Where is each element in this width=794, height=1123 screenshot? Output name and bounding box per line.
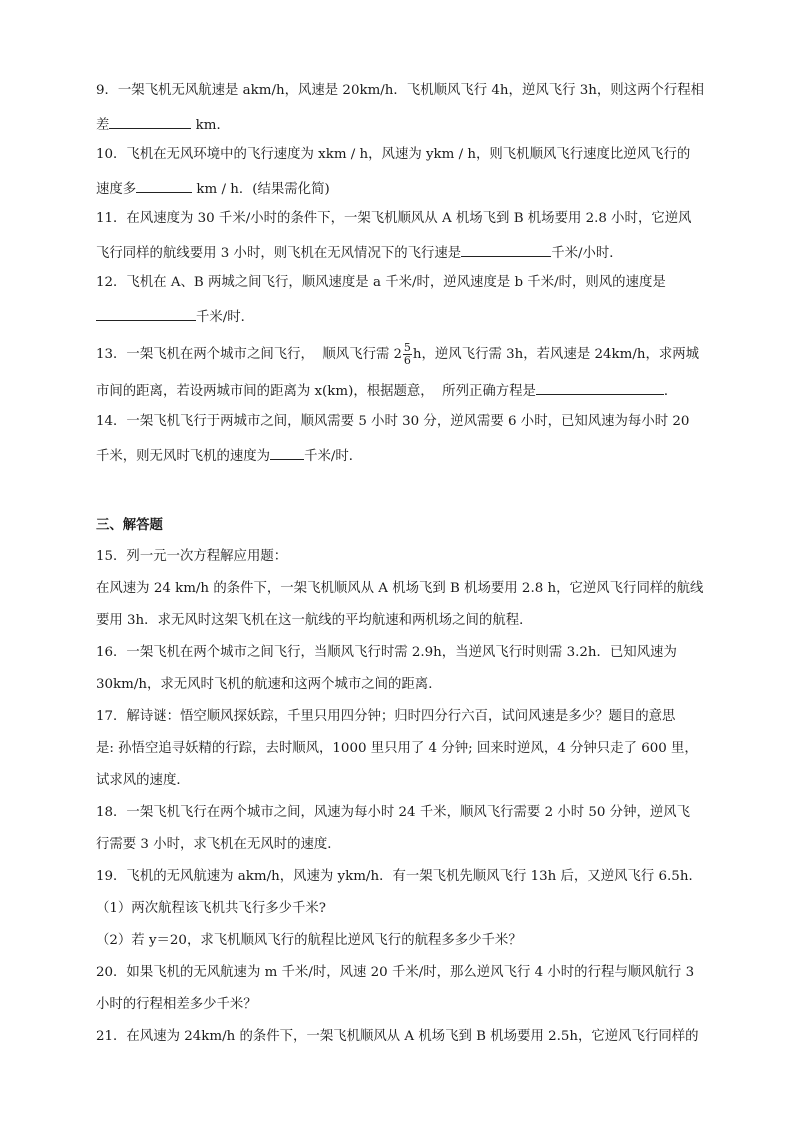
q17-line2: 是: 孙悟空追寻妖精的行踪，去时顺风，1000 里只用了 4 分钟; 回来时逆风，4 分钟只走了 600 里， xyxy=(96,741,698,756)
q10-text-b: km / h．(结果需化简) xyxy=(192,182,330,197)
q11-text-a: 飞行同样的航线要用 3 小时，则飞机在无风情况下的飞行速是 xyxy=(96,246,462,261)
q21-line1: 21．在风速为 24km/h 的条件下，一架飞机顺风从 A 机场飞到 B 机场要用 2.5h，它逆风飞行同样的 xyxy=(96,1029,699,1044)
q11-answer-blank[interactable] xyxy=(461,242,551,257)
q14-text-a: 千米，则无风时飞机的速度为 xyxy=(96,449,271,464)
q13-fraction-denominator: 6 xyxy=(403,354,411,367)
q17-line3: 试求风的速度． xyxy=(96,773,190,788)
q15-line2: 在风速为 24 km/h 的条件下，一架飞机顺风从 A 机场飞到 B 机场要用 2.8 h，它逆风飞行同样的航线 xyxy=(96,581,704,596)
q12-text-b: 千米/时． xyxy=(196,310,255,325)
q18-line2: 行需要 3 小时，求飞机在无风时的速度． xyxy=(96,837,341,852)
q14-line1: 14．一架飞机飞行于两城市之间，顺风需要 5 小时 30 分，逆风需要 6 小时，已知风速为每小时 20 xyxy=(96,414,690,429)
q20-line2: 小时的行程相差多少千米？ xyxy=(96,997,257,1012)
q13-answer-blank[interactable] xyxy=(536,380,664,395)
q13-line1 xyxy=(96,342,699,367)
q9-line1: 9．一架飞机无风航速是 akm/h，风速是 20km/h．飞机顺风飞行 4h，逆风飞行 3h，则这两个行程相 xyxy=(96,83,705,98)
q9-text-a: 差 xyxy=(96,118,110,133)
q16-line2: 30km/h，求无风时飞机的航速和这两个城市之间的距离． xyxy=(96,677,442,692)
q13-fraction-whole: 2 xyxy=(393,347,402,362)
q10-answer-blank[interactable] xyxy=(136,178,192,193)
q12-line1: 12．飞机在 A、B 两城之间飞行，顺风速度是 a 千米/时，逆风速度是 b 千米/时，则风的速度是 xyxy=(96,275,666,290)
q12-line2 xyxy=(96,306,254,327)
q10-line1: 10．飞机在无风环境中的飞行速度为 xkm / h，风速为 ykm / h，则飞机顺风飞行速度比逆风飞行的 xyxy=(96,147,691,162)
q20-line1: 20．如果飞机的无风航速为 m 千米/时，风速 20 千米/时，那么逆风飞行 4 小时的行程与顺风航行 3 xyxy=(96,965,695,980)
q13-text-a: 13．一架飞机在两个城市之间飞行， 顺风飞行需 xyxy=(96,347,394,362)
q11-text-b: 千米/小时． xyxy=(551,246,623,261)
q10-line2 xyxy=(96,178,330,199)
section-heading: 三、解答题 xyxy=(96,517,163,533)
q11-line2 xyxy=(96,242,623,263)
q9-text-b: km． xyxy=(191,118,230,133)
q13-line2 xyxy=(96,380,677,401)
q13-text-d: ． xyxy=(663,384,678,399)
q13-fraction xyxy=(403,342,412,367)
q15-line3: 要用 3h．求无风时这架飞机在这一航线的平均航速和两机场之间的航程． xyxy=(96,613,533,628)
q10-text-a: 速度多 xyxy=(96,182,137,197)
q13-text-b: h，逆风飞行需 3h，若风速是 24km/h，求两城 xyxy=(412,347,700,362)
q19-line1: 19．飞机的无风航速为 akm/h，风速为 ykm/h．有一架飞机先顺风飞行 13h 后，又逆风飞行 6.5h． xyxy=(96,869,702,884)
q9-line2 xyxy=(96,114,230,135)
q19-part2: （2）若 y＝20，求飞机顺风飞行的航程比逆风飞行的航程多多少千米？ xyxy=(96,933,522,948)
q12-answer-blank[interactable] xyxy=(96,306,196,321)
q14-answer-blank[interactable] xyxy=(270,445,304,460)
q16-line1: 16．一架飞机在两个城市之间飞行，当顺风飞行时需 2.9h，当逆风飞行时则需 3.2h．已知风速为 xyxy=(96,645,677,660)
q17-line1: 17．解诗谜：悟空顺风探妖踪，千里只用四分钟；归时四分行六百，试问风速是多少？题目的意思 xyxy=(96,709,676,724)
q13-fraction-numerator: 5 xyxy=(403,341,411,354)
q19-part1: （1）两次航程该飞机共飞行多少千米? xyxy=(96,901,326,916)
q9-answer-blank[interactable] xyxy=(109,114,191,129)
q14-line2 xyxy=(96,445,362,466)
q15-line1: 15．列一元一次方程解应用题： xyxy=(96,549,288,564)
q13-text-c: 市间的距离，若设两城市间的距离为 x(km)，根据题意， 所列正确方程是 xyxy=(96,384,536,399)
q14-text-b: 千米/时． xyxy=(304,449,363,464)
q11-line1: 11．在风速度为 30 千米/小时的条件下，一架飞机顺风从 A 机场飞到 B 机场要用 2.8 小时，它逆风 xyxy=(96,211,692,226)
q18-line1: 18．一架飞机飞行在两个城市之间，风速为每小时 24 千米，顺风飞行需要 2 小时 50 分钟，逆风飞 xyxy=(96,805,691,820)
